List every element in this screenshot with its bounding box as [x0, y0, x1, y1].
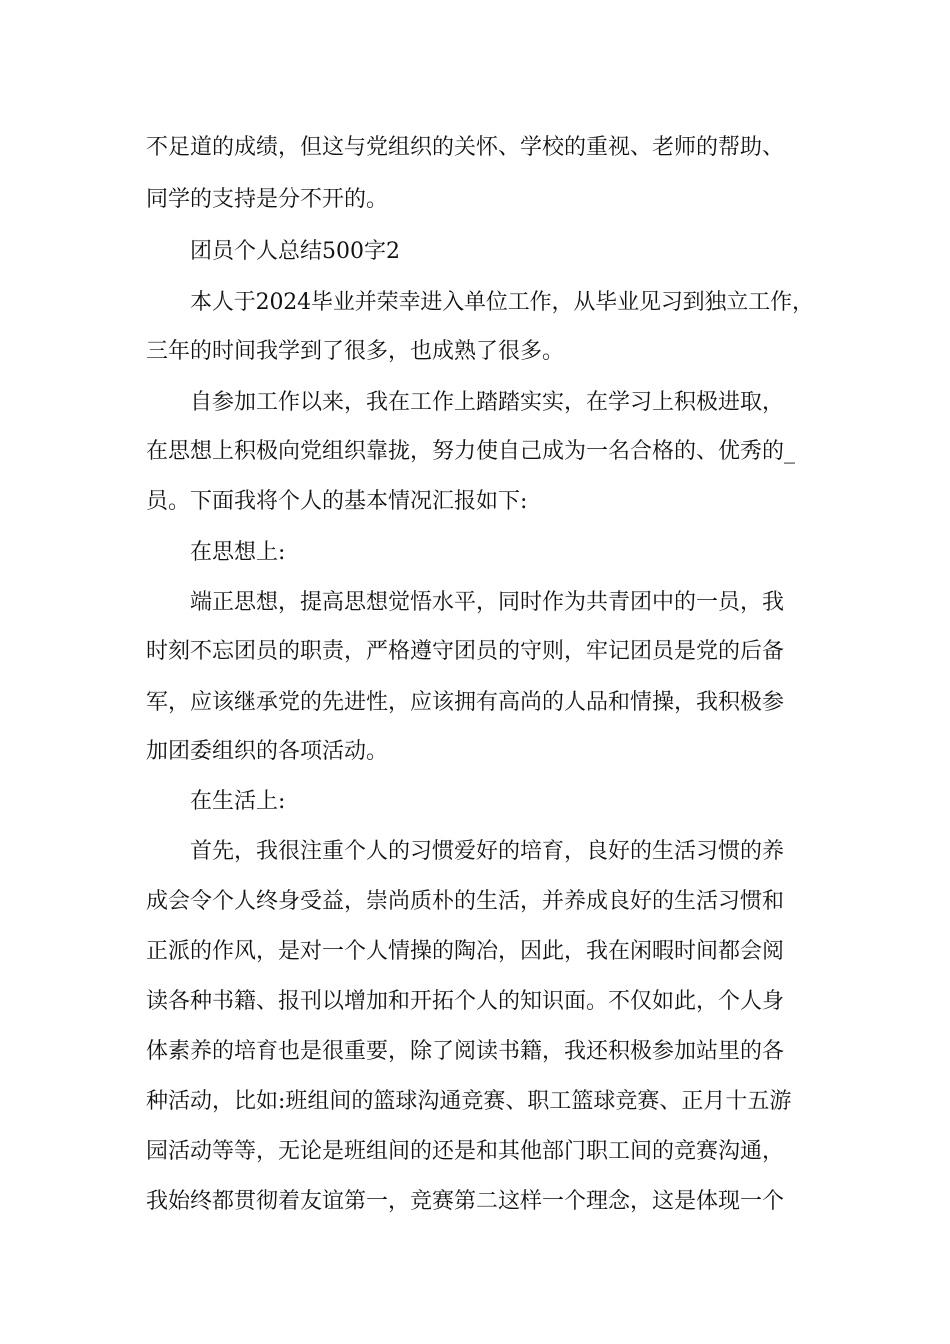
text-line: 我始终都贯彻着友谊第一，竞赛第二这样一个理念，这是体现一个: [146, 1189, 785, 1214]
text-line: 同学的支持是分不开的。: [146, 187, 389, 212]
text-line: 成会令个人终身受益，崇尚质朴的生活，并养成良好的生活习惯和: [146, 889, 785, 914]
text-line: 正派的作风，是对一个人情操的陶冶，因此，我在闲暇时间都会阅: [146, 939, 785, 964]
text-line: 种活动，比如:班组间的篮球沟通竞赛、职工篮球竞赛、正月十五游: [146, 1089, 792, 1114]
text-line: 端正思想，提高思想觉悟水平，同时作为共青团中的一员，我: [190, 590, 785, 615]
text-line: 军，应该继承党的先进性，应该拥有高尚的人品和情操，我积极参: [146, 690, 785, 715]
text-line: 加团委组织的各项活动。: [146, 739, 389, 764]
text-line: 首先，我很注重个人的习惯爱好的培育，良好的生活习惯的养: [190, 839, 785, 864]
text-line: 园活动等等，无论是班组间的还是和其他部门职工间的竞赛沟通，: [146, 1139, 785, 1164]
text-line: 自参加工作以来，我在工作上踏踏实实，在学习上积极进取，: [190, 390, 785, 415]
text-line: 本人于2024毕业并荣幸进入单位工作，从毕业见习到独立工作，: [190, 290, 814, 315]
text-line: 不足道的成绩，但这与党组织的关怀、学校的重视、老师的帮助、: [146, 135, 785, 160]
text-line: 时刻不忘团员的职责，严格遵守团员的守则，牢记团员是党的后备: [146, 639, 785, 664]
section-heading: 团员个人总结500字2: [190, 239, 400, 264]
text-line: 员。下面我将个人的基本情况汇报如下:: [146, 489, 528, 514]
text-line: 在思想上积极向党组织靠拢，努力使自己成为一名合格的、优秀的_: [146, 439, 796, 464]
subheading-life: 在生活上:: [190, 789, 286, 814]
text-line: 读各种书籍、报刊以增加和开拓个人的知识面。不仅如此，个人身: [146, 989, 785, 1014]
subheading-thought: 在思想上:: [190, 540, 286, 565]
text-line: 三年的时间我学到了很多，也成熟了很多。: [146, 339, 565, 364]
text-line: 体素养的培育也是很重要，除了阅读书籍，我还积极参加站里的各: [146, 1039, 785, 1064]
